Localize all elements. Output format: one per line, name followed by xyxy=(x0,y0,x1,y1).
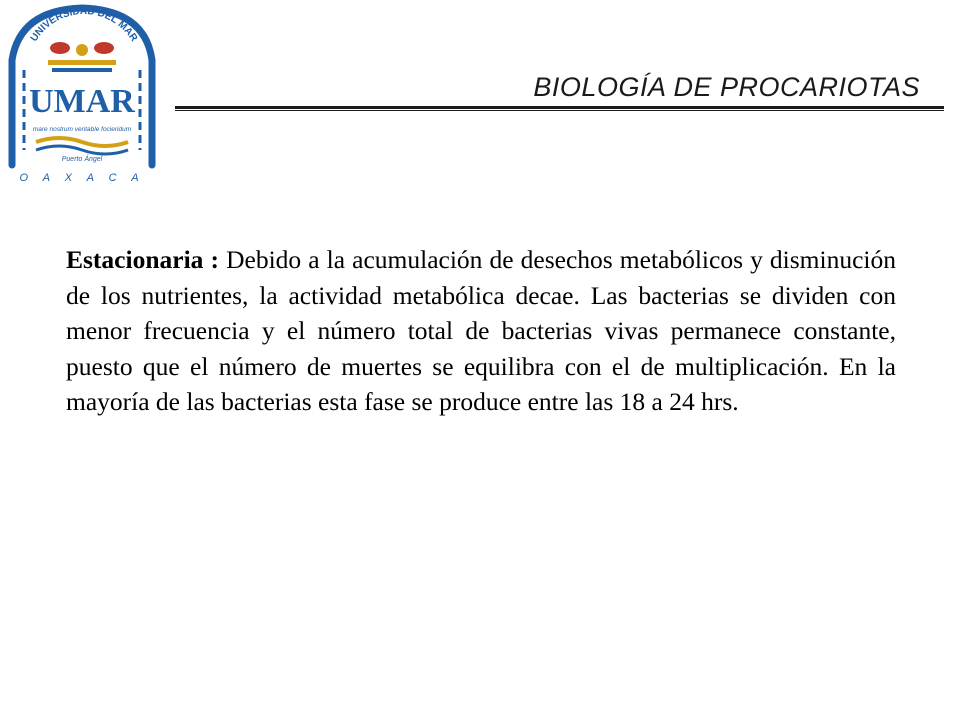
university-logo xyxy=(0,0,165,185)
title-underline xyxy=(175,106,944,111)
logo-monogram: UMAR xyxy=(29,83,135,120)
body-paragraph xyxy=(66,242,896,420)
logo-motto: mare nostrum veritable focieridum xyxy=(32,126,132,133)
term-definition: Debido a la acumulación de desechos metabólicos y disminución de los nutrientes, la actividad metabólica decae. Las bacterias se dividen con menor frecuencia y el número total de bacterias vivas permanece constante, puesto que el número de muertes se equilibra con el de multiplicación. En la mayoría de las bacterias esta fase se produce entre las 18 a 24 hrs. xyxy=(66,245,897,416)
logo-seal xyxy=(0,0,165,185)
slide-title: BIOLOGÍA DE PROCARIOTAS xyxy=(533,72,920,102)
logo-place: Puerto Ángel xyxy=(61,156,103,163)
logo-arc-text: UNIVERSIDAD DEL MAR xyxy=(28,5,140,44)
logo-state: O A X A C A xyxy=(19,172,145,184)
term-label: Estacionaria : xyxy=(66,245,219,274)
